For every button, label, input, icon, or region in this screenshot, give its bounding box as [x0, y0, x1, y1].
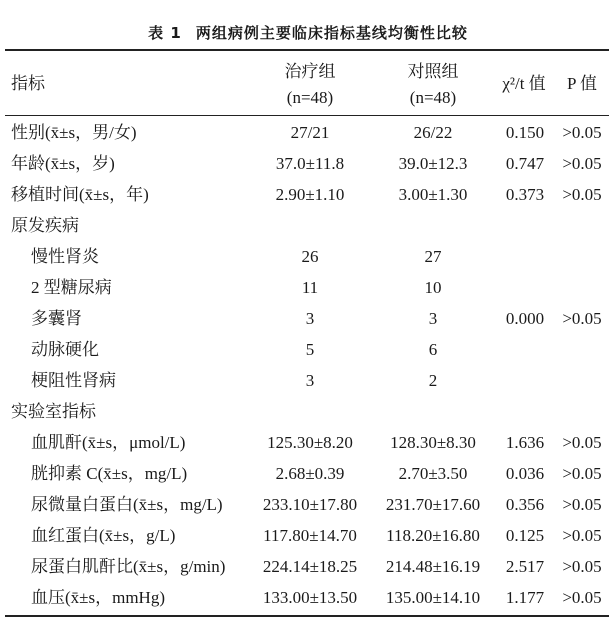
control-value: 135.00±14.10 [385, 588, 481, 607]
treatment-value: 2.68±0.39 [275, 464, 345, 483]
table-row [5, 334, 609, 365]
p-value: >0.05 [562, 495, 602, 514]
row-label: 移植时间(x̄±s，年) [11, 185, 149, 204]
row-label: 尿蛋白肌酐比(x̄±s，g/min) [31, 557, 226, 576]
control-value: 3.00±1.30 [398, 185, 468, 204]
p-value: >0.05 [562, 557, 602, 576]
header-treatment: 治疗组 [284, 62, 336, 81]
p-value: >0.05 [562, 185, 602, 204]
control-value: 39.0±12.3 [398, 154, 468, 173]
row-label: 血压(x̄±s，mmHg) [31, 588, 165, 607]
row-label: 年龄(x̄±s，岁) [11, 154, 115, 173]
table-row [5, 303, 609, 334]
stat-value [491, 272, 559, 303]
treatment-value: 3 [305, 371, 315, 390]
table-row [5, 365, 609, 396]
row-label: 尿微量白蛋白(x̄±s，mg/L) [31, 495, 223, 514]
stat-value: 0.356 [505, 495, 545, 514]
control-value [371, 210, 495, 241]
stat-value: 0.373 [505, 185, 545, 204]
table-row [5, 520, 609, 551]
p-value [553, 396, 611, 427]
table-row [5, 148, 609, 179]
control-value: 214.48±16.19 [385, 557, 481, 576]
p-value: >0.05 [562, 154, 602, 173]
row-label: 动脉硬化 [31, 340, 99, 359]
treatment-value: 2.90±1.10 [275, 185, 345, 204]
table-caption [0, 22, 616, 43]
row-label: 2 型糖尿病 [31, 278, 112, 297]
stat-value [491, 396, 559, 427]
treatment-value: 11 [301, 278, 319, 297]
stat-value: 0.125 [505, 526, 545, 545]
top-rule [5, 49, 609, 51]
treatment-value: 26 [301, 247, 319, 266]
control-value [371, 396, 495, 427]
treatment-value: 5 [305, 340, 315, 359]
treatment-value: 27/21 [290, 123, 330, 142]
control-value: 2.70±3.50 [398, 464, 468, 483]
treatment-value: 233.10±17.80 [262, 495, 358, 514]
row-label: 多囊肾 [31, 309, 82, 328]
header-stat: χ²/t 值 [502, 74, 546, 93]
p-value: >0.05 [562, 588, 602, 607]
table-row [5, 458, 609, 489]
table-row [5, 582, 609, 613]
p-value: >0.05 [562, 123, 602, 142]
p-value [553, 272, 611, 303]
row-label: 胱抑素 C(x̄±s，mg/L) [31, 464, 188, 483]
control-value: 6 [428, 340, 438, 359]
treatment-value: 37.0±11.8 [275, 154, 345, 173]
control-value: 118.20±16.80 [386, 526, 480, 545]
treatment-value: 125.30±8.20 [267, 433, 353, 452]
row-label: 实验室指标 [11, 402, 96, 421]
stat-value: 0.036 [505, 464, 545, 483]
bottom-rule [5, 615, 609, 617]
p-value [553, 241, 611, 272]
p-value: >0.05 [562, 526, 602, 545]
stat-value: 0.150 [505, 123, 545, 142]
treatment-value: 133.00±13.50 [262, 588, 358, 607]
row-label: 梗阻性肾病 [31, 371, 116, 390]
p-value: >0.05 [562, 433, 602, 452]
p-value [553, 210, 611, 241]
treatment-value [245, 210, 375, 241]
p-value: >0.05 [562, 309, 602, 328]
table-row [5, 551, 609, 582]
table-row [5, 179, 609, 210]
table-row [5, 117, 609, 148]
stat-value [491, 241, 559, 272]
p-value: >0.05 [562, 464, 602, 483]
control-value: 3 [428, 309, 438, 328]
header-treatment-n: (n=48) [286, 88, 334, 107]
header-rule [5, 115, 609, 116]
row-label: 血红蛋白(x̄±s，g/L) [31, 526, 176, 545]
table-row [5, 210, 609, 241]
table-row [5, 272, 609, 303]
table-row [5, 396, 609, 427]
table-row [5, 489, 609, 520]
table-row [5, 427, 609, 458]
header-p: P 值 [566, 74, 598, 93]
stat-value: 2.517 [505, 557, 545, 576]
p-value [553, 334, 611, 365]
control-value: 27 [424, 247, 442, 266]
table-number: 表 1 [148, 24, 182, 42]
control-value: 128.30±8.30 [390, 433, 476, 452]
control-value: 10 [424, 278, 442, 297]
stat-value: 1.636 [505, 433, 545, 452]
p-value [553, 365, 611, 396]
row-label: 血肌酐(x̄±s，μmol/L) [31, 433, 186, 452]
treatment-value: 3 [305, 309, 315, 328]
row-label: 原发疾病 [11, 216, 79, 235]
table-title: 两组病例主要临床指标基线均衡性比较 [195, 24, 468, 42]
stat-value [491, 365, 559, 396]
table-row [5, 241, 609, 272]
control-value: 231.70±17.60 [385, 495, 481, 514]
treatment-value: 224.14±18.25 [262, 557, 358, 576]
stat-value [491, 210, 559, 241]
control-value: 2 [428, 371, 438, 390]
row-label: 性别(x̄±s，男/女) [11, 123, 137, 142]
stat-value: 1.177 [505, 588, 545, 607]
stat-value: 0.747 [505, 154, 545, 173]
header-control: 对照组 [407, 62, 459, 81]
header-indicator: 指标 [11, 74, 45, 93]
stat-value [491, 334, 559, 365]
stat-value: 0.000 [505, 309, 545, 328]
treatment-value [245, 396, 375, 427]
row-label: 慢性肾炎 [31, 247, 99, 266]
header-control-n: (n=48) [409, 88, 457, 107]
control-value: 26/22 [413, 123, 453, 142]
treatment-value: 117.80±14.70 [263, 526, 357, 545]
